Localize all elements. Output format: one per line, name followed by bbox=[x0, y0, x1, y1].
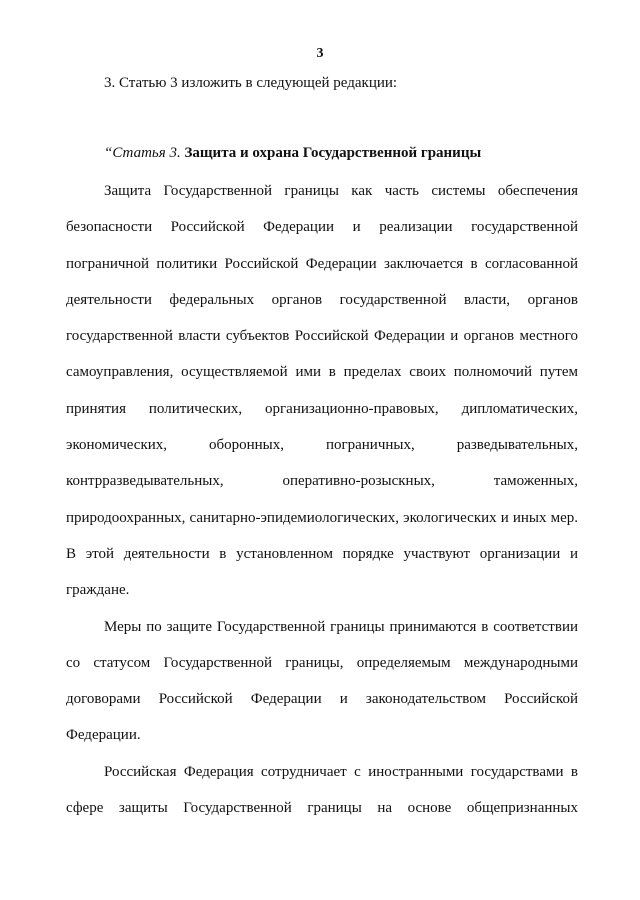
amendment-intro: 3. Статью 3 изложить в следующей редакции: bbox=[104, 75, 398, 91]
paragraph-3 bbox=[66, 761, 578, 834]
text-line: Российская Федерация сотрудничает с иностранными государствами в bbox=[104, 763, 578, 780]
text-line: Федерации. bbox=[66, 727, 141, 744]
text-line: безопасности Российской Федерации и реализации государственной bbox=[66, 219, 578, 236]
article-body bbox=[66, 180, 578, 833]
text-line: граждане. bbox=[66, 582, 130, 599]
text-line: принятия политических, организационно-правовых, дипломатических, bbox=[66, 400, 578, 417]
text-line: пограничной политики Российской Федерации заключается в согласованной bbox=[66, 255, 578, 272]
page-number: 3 bbox=[316, 46, 324, 61]
article-heading bbox=[104, 142, 481, 164]
paragraph-1 bbox=[66, 180, 578, 616]
text-line: В этой деятельности в установленном порядке участвуют организации и bbox=[66, 545, 578, 562]
text-line: самоуправления, осуществляемой ими в пределах своих полномочий путем bbox=[66, 364, 578, 381]
text-line: экономических, оборонных, пограничных, разведывательных, bbox=[66, 437, 578, 454]
paragraph-2 bbox=[66, 616, 578, 761]
article-prefix: “Статья 3. bbox=[104, 145, 181, 161]
text-line: сфере защиты Государственной границы на основе общепризнанных bbox=[66, 800, 578, 817]
text-line: деятельности федеральных органов государственной власти, органов bbox=[66, 291, 578, 308]
text-line: договорами Российской Федерации и законодательством Российской bbox=[66, 691, 578, 708]
article-title: Защита и охрана Государственной границы bbox=[184, 145, 482, 161]
text-line: Защита Государственной границы как часть системы обеспечения bbox=[104, 183, 578, 199]
text-line: государственной власти субъектов Российской Федерации и органов местного bbox=[66, 328, 578, 345]
text-line: природоохранных, санитарно-эпидемиологических, экологических и иных мер. bbox=[66, 509, 578, 526]
text-line: со статусом Государственной границы, определяемым международными bbox=[66, 654, 578, 671]
text-line: контрразведывательных, оперативно-розыскных, таможенных, bbox=[66, 473, 578, 490]
text-line: Меры по защите Государственной границы принимаются в соответствии bbox=[104, 618, 578, 635]
